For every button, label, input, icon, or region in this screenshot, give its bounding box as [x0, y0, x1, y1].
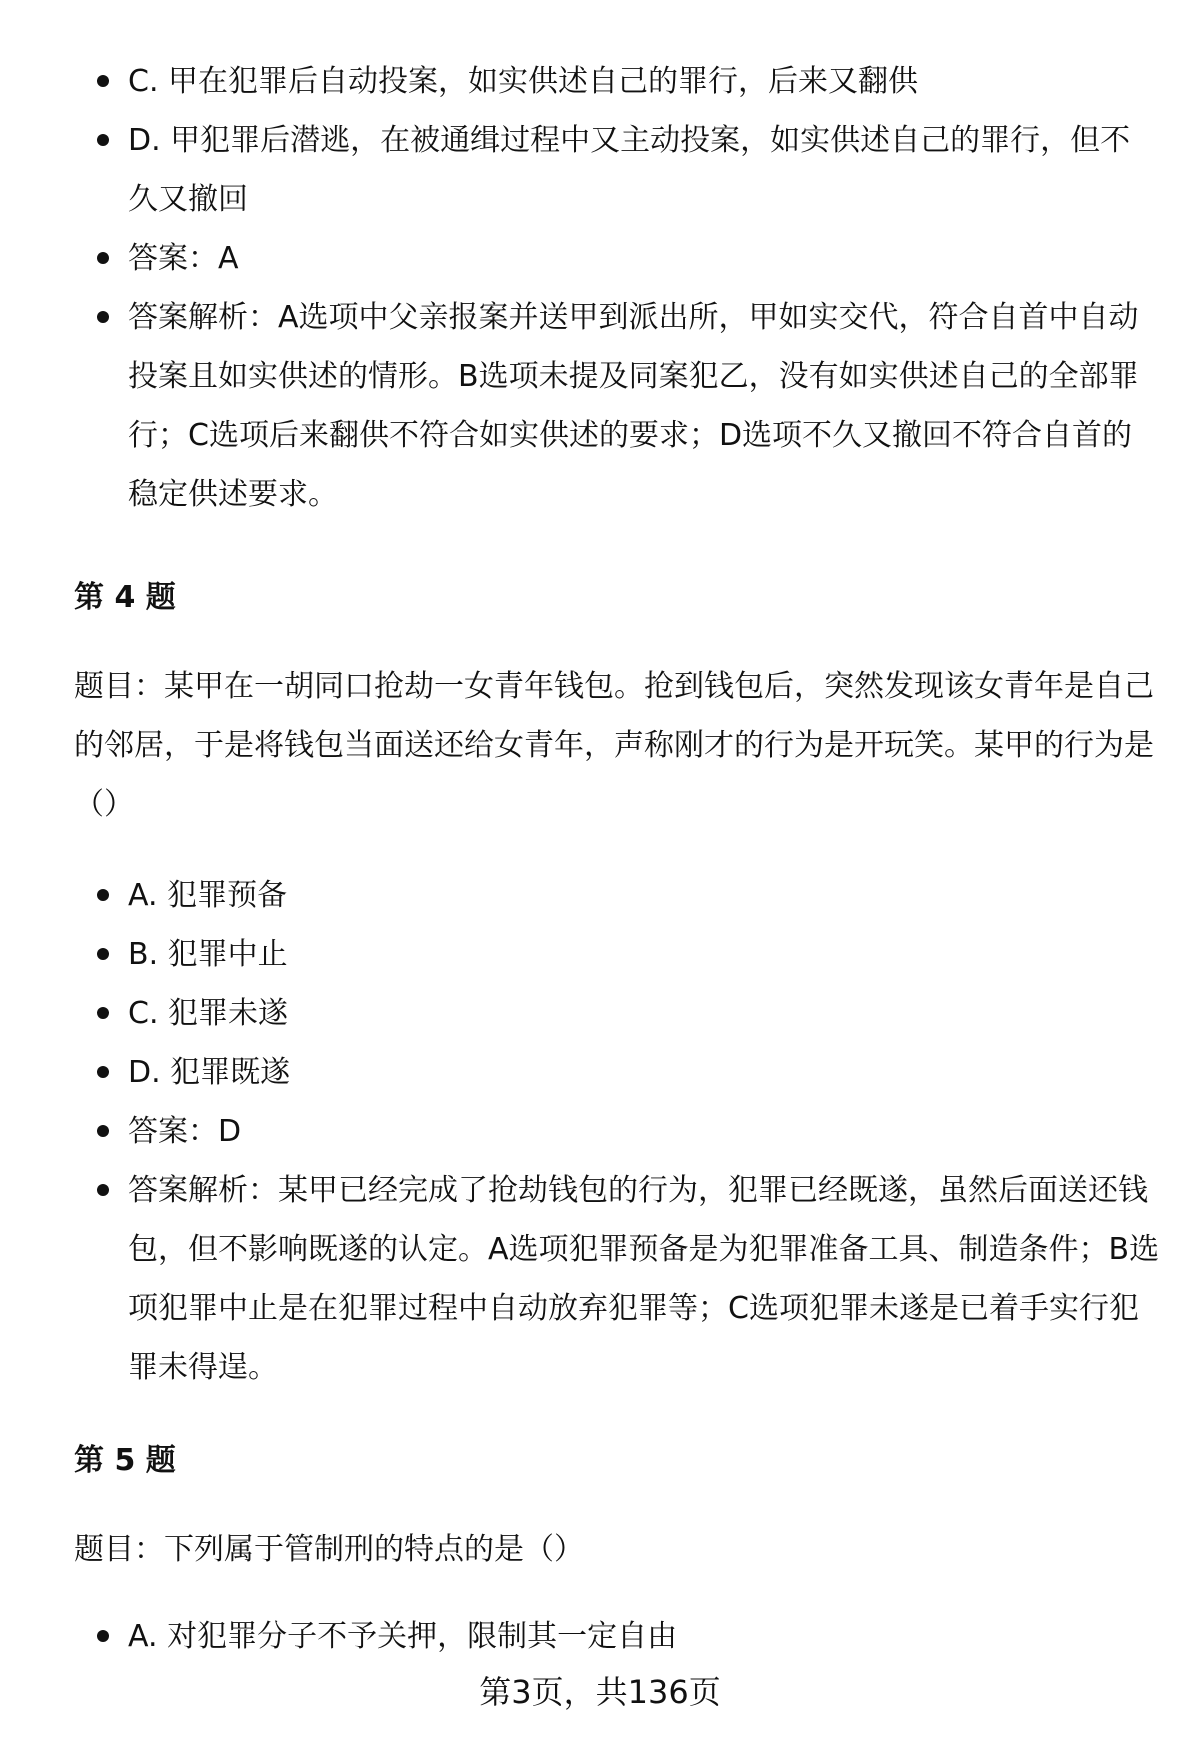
explanation-text: 答案解析：A选项中父亲报案并送甲到派出所，甲如实交代，符合自首中自动投案且如实供述的情形。B选项未提及同案犯乙，没有如实供述自己的全部罪行；C选项后来翻供不符合如实供述的要求；D选项不久又撤回不符合自首的稳定供述要求。: [128, 300, 1139, 512]
top-bullet-list: [0, 52, 1200, 524]
option-a-text: A. 对犯罪分子不予关押，限制其一定自由: [128, 1619, 678, 1654]
question-4-text: 题目：某甲在一胡同口抢劫一女青年钱包。抢到钱包后，突然发现该女青年是自己的邻居，于是将钱包当面送还给女青年，声称刚才的行为是开玩笑。某甲的行为是（）: [74, 669, 1154, 822]
bullet-dot-icon: [97, 1007, 109, 1019]
question-4-options: [0, 866, 1200, 1397]
list-item: [0, 52, 1200, 111]
bullet-dot-icon: [97, 134, 109, 146]
list-item: [0, 1607, 1200, 1666]
question-5-text: 题目：下列属于管制刑的特点的是（）: [74, 1532, 584, 1567]
answer-text: 答案：D: [128, 1114, 242, 1149]
option-a-text: A. 犯罪预备: [128, 878, 288, 913]
bullet-dot-icon: [97, 1125, 109, 1137]
list-item: [0, 288, 1200, 524]
bullet-dot-icon: [97, 311, 109, 323]
list-item: [0, 925, 1200, 984]
option-c-text: C. 甲在犯罪后自动投案，如实供述自己的罪行，后来又翻供: [128, 64, 919, 99]
answer-text: 答案：A: [128, 241, 239, 276]
list-item: [0, 1161, 1200, 1397]
bullet-dot-icon: [97, 252, 109, 264]
question-5-options: [0, 1607, 1200, 1666]
option-d-text: D. 犯罪既遂: [128, 1055, 291, 1090]
bullet-dot-icon: [97, 1066, 109, 1078]
question-5-heading: 第 5 题: [74, 1443, 176, 1478]
question-4-heading: 第 4 题: [74, 580, 176, 615]
page-number: 第3页，共136页: [479, 1673, 721, 1711]
list-item: [0, 1102, 1200, 1161]
list-item: [0, 1043, 1200, 1102]
bullet-dot-icon: [97, 948, 109, 960]
bullet-dot-icon: [97, 1630, 109, 1642]
list-item: [0, 984, 1200, 1043]
bullet-dot-icon: [97, 889, 109, 901]
explanation-text: 答案解析：某甲已经完成了抢劫钱包的行为，犯罪已经既遂，虽然后面送还钱包，但不影响既遂的认定。A选项犯罪预备是为犯罪准备工具、制造条件；B选项犯罪中止是在犯罪过程中自动放弃犯罪等；C选项犯罪未遂是已着手实行犯罪未得逞。: [128, 1173, 1160, 1385]
bullet-dot-icon: [97, 75, 109, 87]
option-c-text: C. 犯罪未遂: [128, 996, 289, 1031]
option-d-text: D. 甲犯罪后潜逃，在被通缉过程中又主动投案，如实供述自己的罪行，但不久又撤回: [128, 123, 1131, 217]
bullet-dot-icon: [97, 1184, 109, 1196]
list-item: [0, 866, 1200, 925]
option-b-text: B. 犯罪中止: [128, 937, 288, 972]
list-item: [0, 111, 1200, 229]
list-item: [0, 229, 1200, 288]
